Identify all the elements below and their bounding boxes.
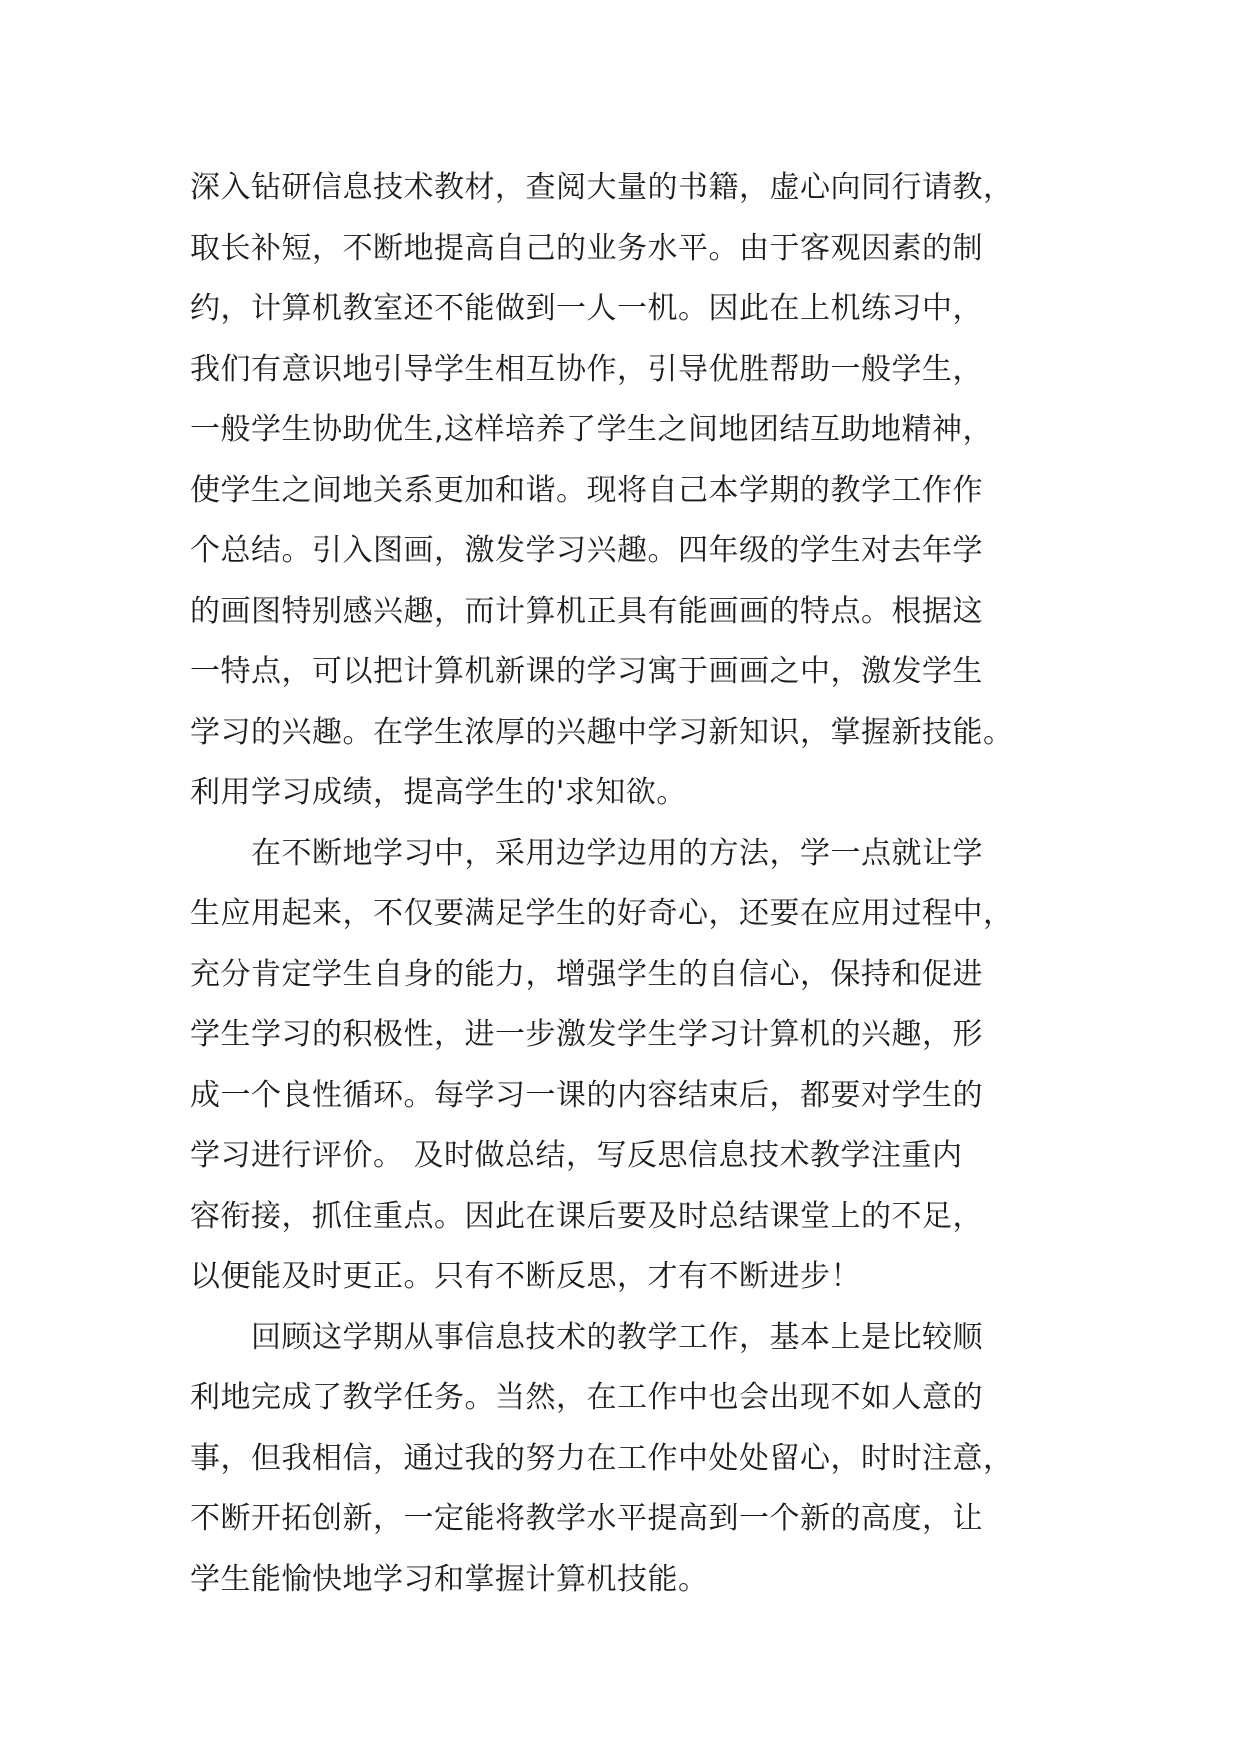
paragraph-1-line-6: 使学生之间地关系更加和谐。现将自己本学期的教学工作作 (190, 472, 983, 508)
paragraph-1-line-4: 我们有意识地引导学生相互协作，引导优胜帮助一般学生， (190, 351, 983, 387)
paragraph-1-line-9: 一特点，可以把计算机新课的学习寓于画画之中，激发学生 (190, 654, 983, 689)
paragraph-2-line-2: 生应用起来，不仅要满足学生的好奇心，还要在应用过程中， (190, 896, 1014, 931)
paragraph-2-line-1: 在不断地学习中，采用边学边用的方法，学一点就让学 (251, 835, 983, 871)
paragraph-3-line-1: 回顾这学期从事信息技术的教学工作，基本上是比较顺 (251, 1319, 983, 1355)
paragraph-3-line-2: 利地完成了教学任务。当然，在工作中也会出现不如人意的 (190, 1380, 983, 1415)
paragraph-1-line-7: 个总结。引入图画，激发学习兴趣。四年级的学生对去年学 (190, 533, 983, 568)
paragraph-1-line-8: 的画图特别感兴趣，而计算机正具有能画画的特点。根据这 (190, 593, 983, 629)
document-body (190, 158, 1060, 1610)
paragraph-3-line-5: 学生能愉快地学习和掌握计算机技能。 (190, 1561, 709, 1597)
paragraph-1-line-3: 约，计算机教室还不能做到一人一机。因此在上机练习中， (190, 291, 983, 326)
paragraph-3-line-4: 不断开拓创新，一定能将教学水平提高到一个新的高度，让 (190, 1501, 983, 1536)
paragraph-1-line-5: 一般学生协助优生,这样培养了学生之间地团结互助地精神， (190, 412, 994, 447)
paragraph-1-line-1: 深入钻研信息技术教材，查阅大量的书籍，虚心向同行请教， (190, 170, 1014, 205)
paragraph-2-line-6: 学习进行评价。 及时做总结，写反思信息技术教学注重内 (190, 1138, 963, 1173)
paragraph-2-line-5: 成一个良性循环。每学习一课的内容结束后，都要对学生的 (190, 1077, 983, 1113)
paragraph-1-line-11: 利用学习成绩，提高学生的'求知欲。 (190, 775, 687, 810)
paragraph-3-line-3: 事，但我相信，通过我的努力在工作中处处留心，时时注意， (190, 1440, 1014, 1476)
paragraph-2-line-8: 以便能及时更正。只有不断反思，才有不断进步！ (190, 1259, 861, 1294)
paragraph-2-line-4: 学生学习的积极性，进一步激发学生学习计算机的兴趣，形 (190, 1017, 983, 1052)
paragraph-2-line-7: 容衔接，抓住重点。因此在课后要及时总结课堂上的不足， (190, 1198, 983, 1234)
paragraph-2-line-3: 充分肯定学生自身的能力，增强学生的自信心，保持和促进 (190, 956, 983, 992)
paragraph-1-line-10: 学习的兴趣。在学生浓厚的兴趣中学习新知识，掌握新技能。 (190, 714, 1014, 750)
paragraph-1-line-2: 取长补短，不断地提高自己的业务水平。由于客观因素的制 (190, 230, 983, 266)
